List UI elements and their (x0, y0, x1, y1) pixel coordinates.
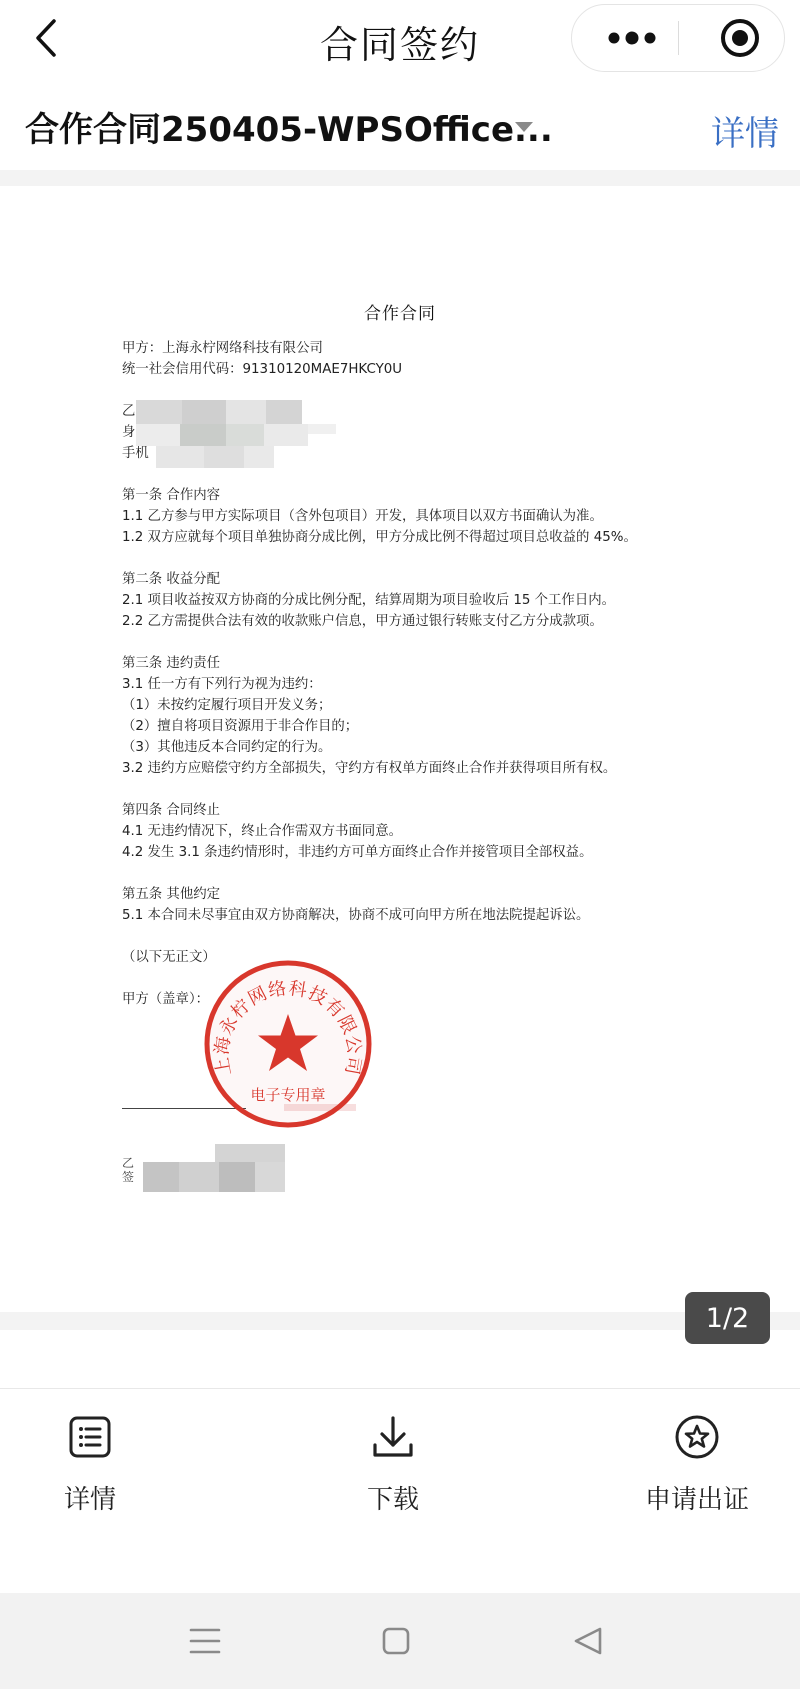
clause-3-1a: （1）未按约定履行项目开发义务； (122, 698, 332, 713)
clause-3-1: 3.1 任一方有下列行为视为违约： (122, 677, 322, 692)
top-navigation-bar (0, 0, 800, 84)
clause-5-1: 5.1 本合同未尽事宜由双方协商解决，协商不成可向甲方所在地法院提起诉讼。 (122, 908, 590, 923)
clause-4-2: 4.2 发生 3.1 条违约情形时，非违约方可单方面终止合作并接管项目全部权益。 (122, 845, 593, 860)
phone-line: 手机 (122, 446, 149, 461)
download-icon (371, 1415, 415, 1459)
clause-4-1: 4.1 无违约情况下，终止合作需双方书面同意。 (122, 824, 402, 839)
credit-code-line: 统一社会信用代码：91310120MAE7HKCY0U (122, 362, 403, 377)
more-button[interactable] (588, 5, 676, 71)
home-nav-button[interactable] (372, 1617, 420, 1665)
miniprogram-capsule (571, 4, 785, 72)
document-viewer[interactable] (0, 170, 800, 1388)
sign-prefix-sign: 签 (122, 1170, 135, 1184)
close-miniprogram-button[interactable] (700, 5, 780, 71)
back-nav-button[interactable] (564, 1617, 612, 1665)
details-action-button[interactable] (10, 1409, 170, 1516)
redacted-signature (143, 1144, 285, 1194)
download-action-button[interactable] (313, 1409, 473, 1516)
caret-down-icon[interactable] (515, 122, 533, 132)
sign-prefix (122, 1156, 136, 1184)
apply-certificate-action-button[interactable] (617, 1409, 777, 1516)
target-circle-icon (719, 17, 761, 59)
system-navigation-bar (0, 1593, 800, 1689)
article-1-title: 第一条 合作内容 (122, 488, 220, 503)
party-a-seal-line: 甲方（盖章）： (122, 992, 210, 1007)
clause-1-1: 1.1 乙方参与甲方实际项目（含外包项目）开发，具体项目以双方书面确认为准。 (122, 509, 603, 524)
seal-usage-text: 电子专用章 (250, 1086, 326, 1104)
article-2-title: 第二条 收益分配 (122, 572, 220, 587)
clause-2-1: 2.1 项目收益按双方协商的分成比例分配，结算周期为项目验收后 15 个工作日内。 (122, 593, 615, 608)
clause-3-1b: （2）擅自将项目资源用于非合作目的； (122, 719, 359, 734)
list-icon (68, 1415, 112, 1459)
article-4-title: 第四条 合同终止 (122, 803, 220, 818)
no-more-text-line: （以下无正文） (122, 950, 216, 965)
detail-link[interactable]: 详情 (711, 114, 779, 154)
menu-icon (189, 1627, 221, 1655)
page-indicator: 1/2 (685, 1292, 770, 1344)
clause-2-2: 2.2 乙方需提供合法有效的收款账户信息，甲方通过银行转账支付乙方分成款项。 (122, 614, 603, 629)
article-3-title: 第三条 违约责任 (122, 656, 220, 671)
file-name-selector[interactable]: 合作合同250405-WPSOffice... (25, 110, 553, 150)
clause-3-2: 3.2 违约方应赔偿守约方全部损失，守约方有权单方面终止合作并获得项目所有权。 (122, 761, 617, 776)
sign-prefix-party: 乙 (122, 1156, 135, 1170)
company-seal-image (202, 958, 374, 1130)
file-bar (0, 84, 800, 170)
apply-certificate-action-label: 申请出证 (644, 1485, 749, 1515)
details-action-label: 详情 (63, 1485, 116, 1515)
back-triangle-icon (573, 1626, 603, 1656)
more-dots-icon (607, 31, 657, 45)
document-page (0, 186, 800, 1312)
clause-3-1c: （3）其他违反本合同约定的行为。 (122, 740, 332, 755)
id-line: 身 (122, 425, 136, 440)
bottom-action-bar (0, 1388, 800, 1593)
article-5-title: 第五条 其他约定 (122, 887, 220, 902)
home-square-icon (382, 1627, 410, 1655)
star-badge-icon (674, 1414, 720, 1460)
document-page-2-top (0, 1330, 800, 1388)
redacted-party-b-info (136, 400, 336, 468)
menu-nav-button[interactable] (181, 1617, 229, 1665)
capsule-divider (678, 21, 679, 55)
document-title: 合作合同 (364, 304, 436, 324)
party-b-line: 乙 (122, 404, 136, 419)
page-title: 合同签约 (319, 23, 480, 67)
seal-company-text: 上海永柠网络科技有限公司 (211, 977, 365, 1078)
party-a-line: 甲方：上海永柠网络科技有限公司 (122, 341, 323, 356)
download-action-label: 下载 (366, 1485, 419, 1515)
clause-1-2: 1.2 双方应就每个项目单独协商分成比例，甲方分成比例不得超过项目总收益的 45%。 (122, 530, 637, 545)
